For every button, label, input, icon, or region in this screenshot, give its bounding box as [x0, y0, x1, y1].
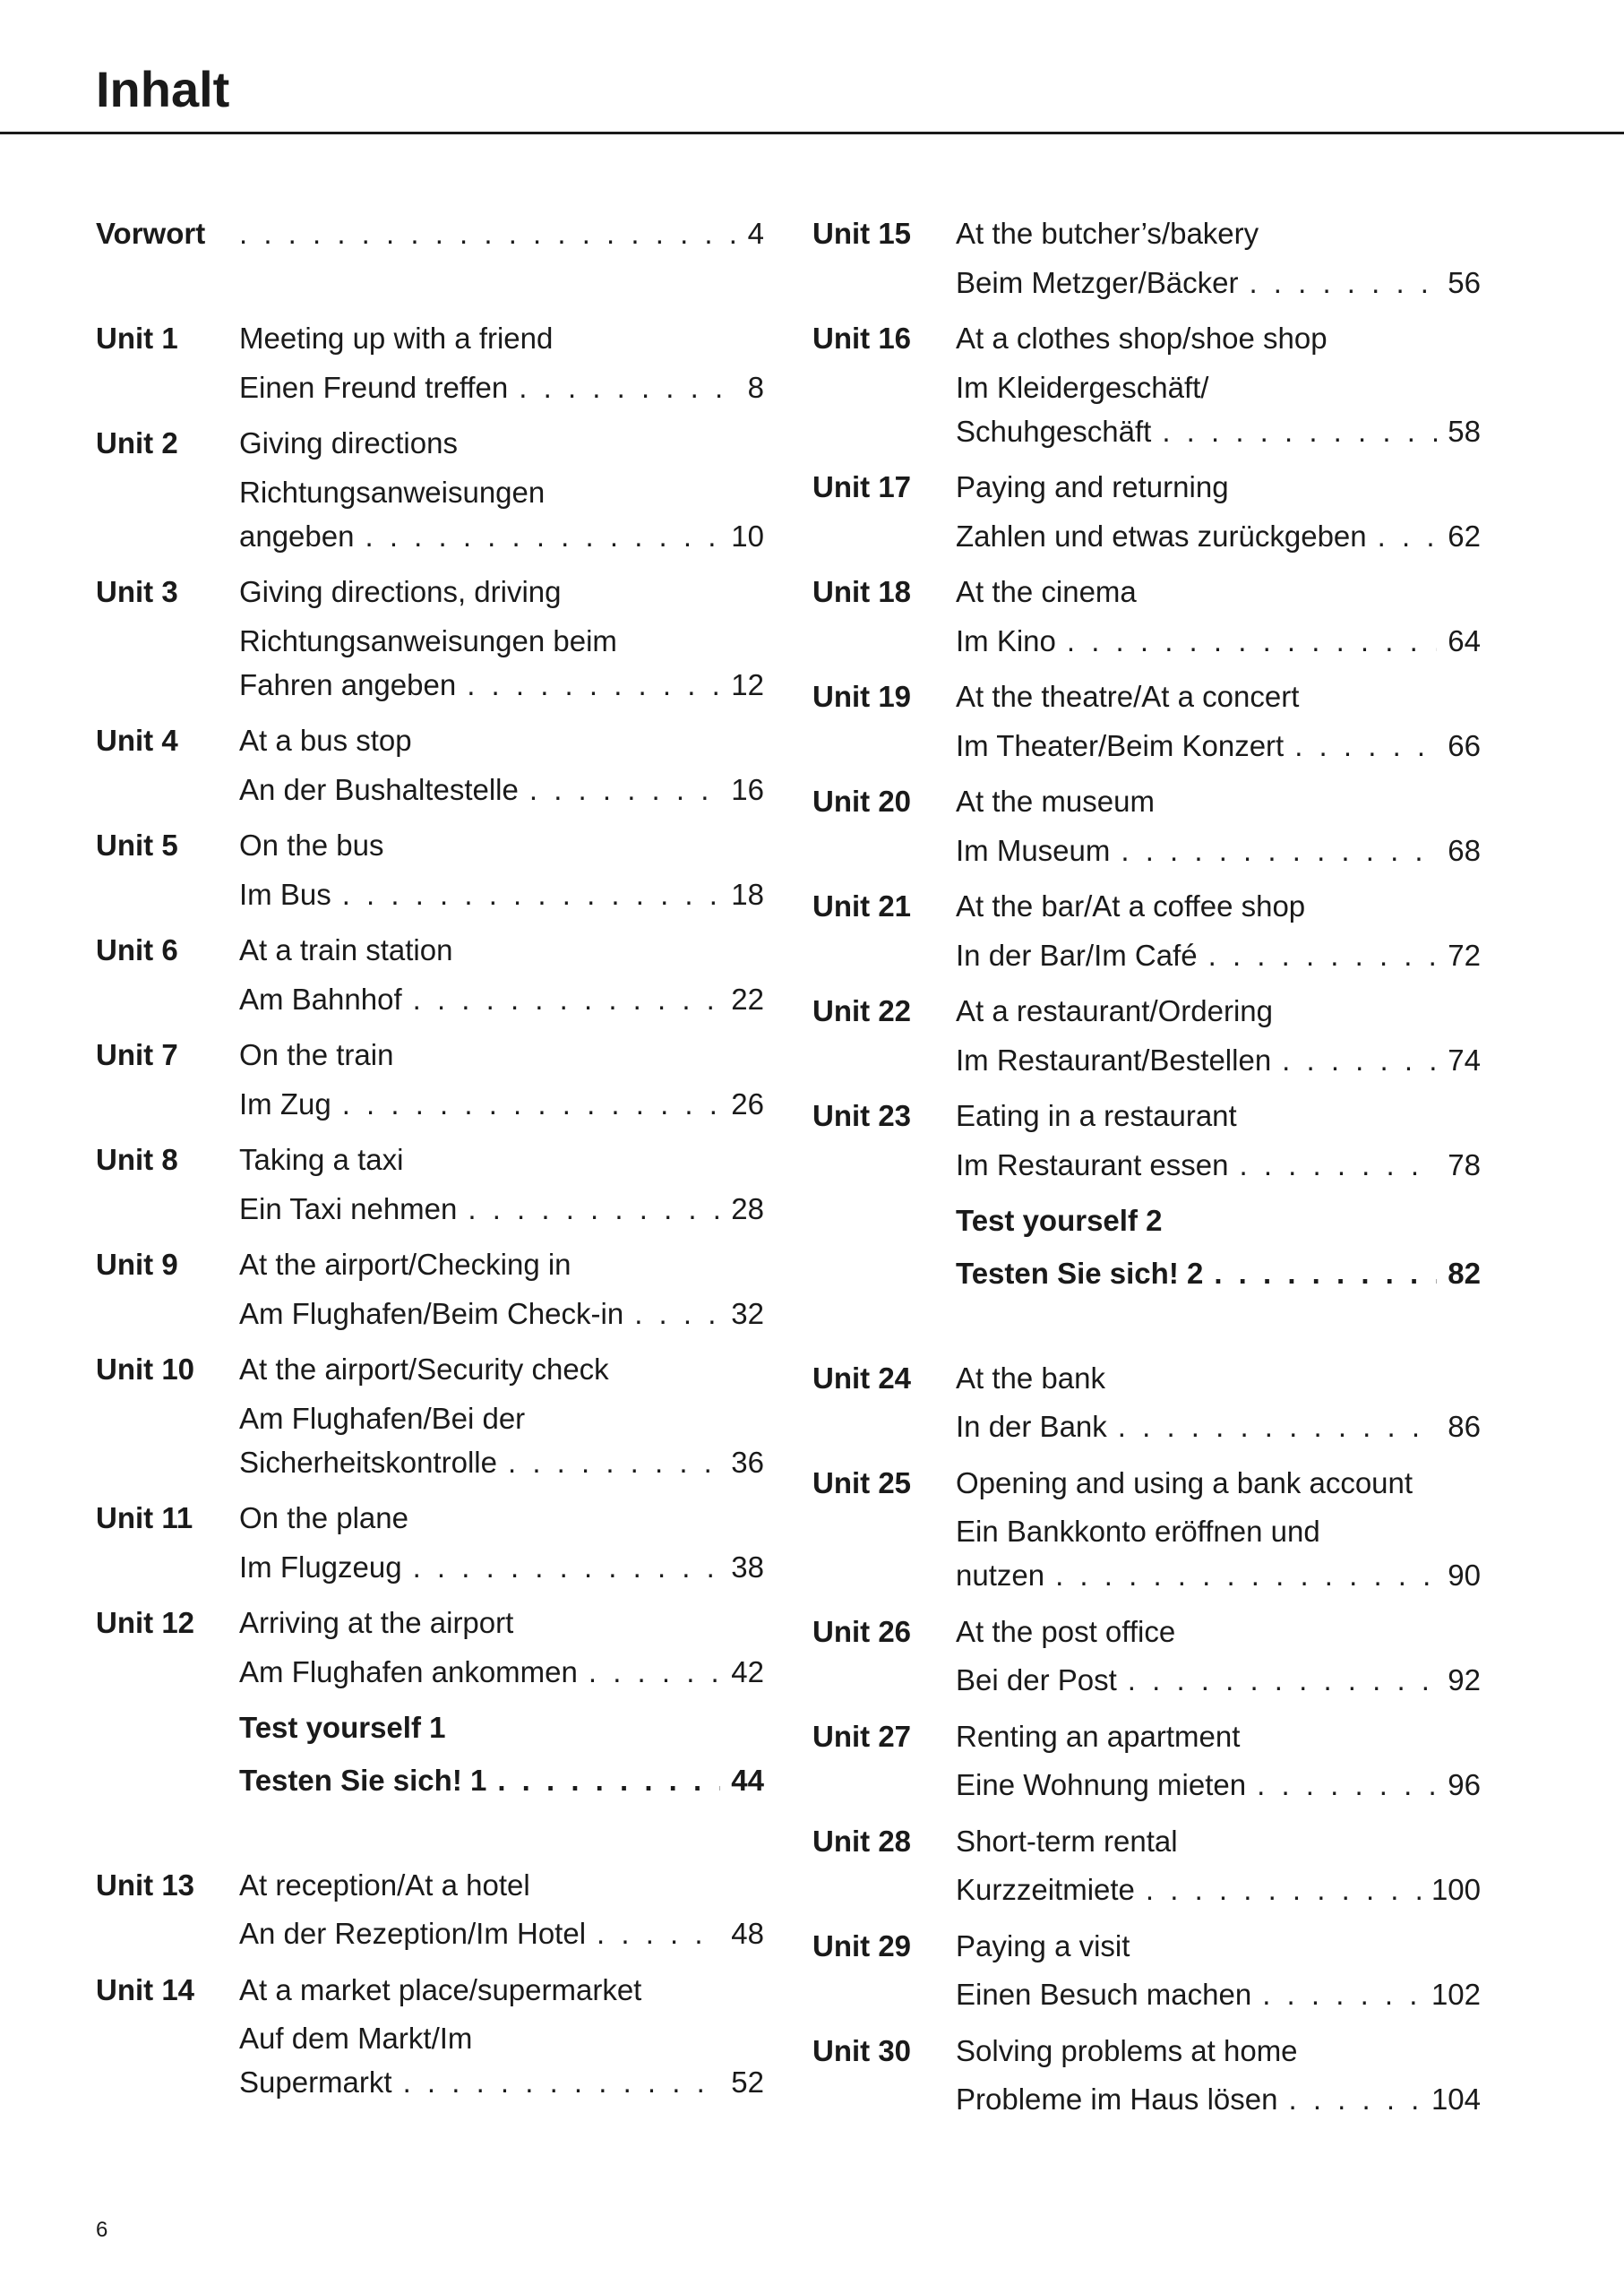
toc-page-row	[956, 409, 1481, 453]
toc-german-title: Schuhgeschäft	[956, 414, 1152, 448]
toc-leader-dots	[342, 1082, 721, 1126]
toc-german-title: An der Bushaltestelle	[239, 772, 519, 806]
toc-english-title: At the bank	[956, 1361, 1105, 1395]
toc-entry-vorwort[interactable]	[96, 208, 764, 261]
toc-leader-dots	[1294, 724, 1437, 768]
toc-entry[interactable]	[812, 880, 1481, 985]
toc-page-number: 38	[731, 1550, 764, 1584]
toc-german-title: Im Theater/Beim Konzert	[956, 728, 1285, 762]
toc-unit-label: Unit 11	[96, 1501, 193, 1534]
toc-german-title: An der Rezeption/Im Hotel	[239, 1917, 587, 1950]
toc-unit-label: Unit 10	[96, 1353, 195, 1386]
toc-entry-body	[956, 2025, 1481, 2130]
toc-unit-label: Unit 20	[812, 785, 912, 818]
toc-english-title: Renting an apartment	[956, 1719, 1241, 1753]
toc-entry[interactable]	[96, 1597, 764, 1702]
toc-english-title: Paying and returning	[956, 470, 1229, 503]
toc-leader-dots	[1121, 829, 1437, 872]
toc-english-title: On the train	[239, 1038, 394, 1071]
toc-entry-body	[956, 1090, 1481, 1195]
toc-page-row	[956, 1404, 1481, 1448]
toc-page-number: 44	[731, 1763, 764, 1797]
toc-entry-body	[239, 1239, 764, 1344]
toc-leader-dots	[634, 1292, 720, 1335]
toc-unit-label: Unit 30	[812, 2033, 912, 2067]
toc-page-row	[239, 1755, 764, 1808]
toc-entry-body	[239, 715, 764, 820]
toc-english-title: At a train station	[239, 933, 453, 966]
toc-german-title: Beim Metzger/Bäcker	[956, 265, 1239, 299]
toc-entry-body	[956, 1816, 1481, 1920]
toc-german-title: Zahlen und etwas zurückgeben	[956, 519, 1367, 553]
toc-german-title: Einen Freund treffen	[239, 370, 509, 404]
toc-column-left	[96, 208, 764, 2113]
toc-german-title: Im Flugzeug	[239, 1550, 402, 1584]
toc-column-right	[812, 208, 1481, 2130]
toc-english-title: At the post office	[956, 1614, 1176, 1648]
toc-entry-test[interactable]	[96, 1702, 764, 1807]
toc-english-title: Giving directions, driving	[239, 575, 562, 608]
toc-german-title: Supermarkt	[239, 2065, 392, 2099]
toc-leader-dots	[497, 1755, 720, 1808]
toc-leader-dots	[1378, 514, 1438, 558]
toc-leader-dots	[342, 872, 721, 916]
toc-leader-dots	[1128, 1658, 1438, 1702]
toc-english-title: At the theatre/At a concert	[956, 680, 1300, 713]
toc-unit-label: Unit 4	[96, 724, 178, 757]
toc-german-title: Im Museum	[956, 833, 1111, 867]
toc-german-title: Testen Sie sich! 2	[956, 1256, 1204, 1290]
toc-entry-body	[239, 1492, 764, 1597]
toc-entry-body	[239, 566, 764, 715]
toc-entry[interactable]	[812, 566, 1481, 671]
toc-leader-dots	[413, 977, 721, 1021]
toc-entry-body	[956, 985, 1481, 1090]
toc-entry[interactable]	[96, 1859, 764, 1964]
toc-page-row	[956, 1658, 1481, 1702]
toc-entry-body	[956, 1606, 1481, 1711]
toc-gap	[812, 1300, 1481, 1353]
toc-english-title: On the plane	[239, 1501, 408, 1534]
toc-entry-body	[956, 461, 1481, 566]
toc-page-row	[956, 1553, 1481, 1597]
toc-english-title: At the bar/At a coffee shop	[956, 889, 1306, 923]
toc-entry[interactable]	[96, 1134, 764, 1239]
toc-unit-label: Unit 13	[96, 1868, 195, 1902]
toc-german-title: angeben	[239, 519, 355, 553]
toc-page-number: 104	[1431, 2083, 1481, 2116]
toc-unit-label: Unit 24	[812, 1361, 912, 1395]
toc-english-title: On the bus	[239, 829, 384, 862]
toc-page-number: 36	[731, 1445, 764, 1479]
toc-german-title: Am Flughafen/Bei der	[239, 1401, 526, 1435]
toc-leader-dots	[1146, 1868, 1421, 1911]
toc-unit-label: Unit 19	[812, 680, 912, 713]
toc-entry[interactable]	[96, 1492, 764, 1597]
toc-german-title: Im Restaurant/Bestellen	[956, 1043, 1272, 1077]
toc-entry[interactable]	[96, 924, 764, 1029]
toc-german-title: Kurzzeitmiete	[956, 1873, 1135, 1906]
toc-leader-dots	[1214, 1248, 1437, 1301]
toc-leader-dots	[589, 1650, 720, 1694]
toc-entry-body	[956, 566, 1481, 671]
toc-page-number: 52	[731, 2065, 764, 2099]
toc-page-row	[956, 2077, 1481, 2121]
toc-entry-test[interactable]	[812, 1195, 1481, 1300]
toc-unit-label: Unit 29	[812, 1928, 912, 1962]
toc-page-number: 32	[731, 1296, 764, 1330]
toc-entry[interactable]	[812, 776, 1481, 880]
toc-german-title: Ein Bankkonto eröffnen und	[956, 1515, 1320, 1548]
toc-unit-label: Unit 5	[96, 829, 178, 862]
toc-english-title: At the airport/Checking in	[239, 1248, 571, 1281]
toc-unit-label: Unit 17	[812, 470, 912, 503]
toc-page-row	[956, 1143, 1481, 1187]
toc-entry-body	[956, 1920, 1481, 2025]
toc-english-title: Paying a visit	[956, 1928, 1130, 1962]
toc-page-row	[239, 768, 764, 812]
toc-leader-dots	[597, 1911, 720, 1955]
toc-vorwort-label: Vorwort	[96, 217, 206, 250]
toc-unit-label: Unit 12	[96, 1606, 195, 1639]
toc-unit-label: Unit 8	[96, 1143, 178, 1176]
toc-page-number: 68	[1448, 833, 1481, 867]
toc-entry[interactable]	[812, 1457, 1481, 1606]
toc-german-title: Richtungsanweisungen	[239, 475, 546, 509]
toc-entry[interactable]	[96, 566, 764, 715]
toc-english-title: At the butcher’s/bakery	[956, 217, 1259, 250]
toc-english-title: Short-term rental	[956, 1824, 1178, 1858]
toc-english-title: At a market place/supermarket	[239, 1972, 642, 2006]
toc-entry[interactable]	[812, 1920, 1481, 2025]
toc-entry[interactable]	[96, 313, 764, 417]
toc-page-number: 48	[731, 1917, 764, 1950]
toc-page-row	[956, 1868, 1481, 1911]
toc-page-number: 86	[1448, 1410, 1481, 1443]
toc-unit-label: Unit 15	[812, 217, 912, 250]
toc-unit-label: Unit 16	[812, 322, 912, 355]
toc-entry-body	[239, 1702, 764, 1807]
toc-page-row	[239, 872, 764, 916]
toc-entry-body	[956, 1711, 1481, 1816]
toc-entry-body	[239, 1134, 764, 1239]
toc-german-title: Testen Sie sich! 1	[239, 1763, 487, 1797]
toc-leader-dots	[403, 2060, 721, 2104]
toc-page-row	[956, 1248, 1481, 1301]
toc-page-row	[239, 514, 764, 558]
toc-unit-label: Unit 26	[812, 1614, 912, 1648]
toc-page-number: 82	[1448, 1256, 1481, 1290]
toc-german-title: Fahren angeben	[239, 667, 457, 701]
toc-english-title: At a bus stop	[239, 724, 412, 757]
toc-entry-body	[239, 1597, 764, 1702]
toc-entry-body	[956, 776, 1481, 880]
toc-page-number: 4	[747, 217, 764, 250]
toc-english-title: Taking a taxi	[239, 1143, 404, 1176]
toc-leader-dots	[1289, 2077, 1421, 2121]
toc-test-title: Test yourself 2	[956, 1204, 1163, 1237]
toc-entry-body	[239, 417, 764, 566]
toc-entry-body	[239, 1964, 764, 2113]
toc-page-number: 78	[1448, 1147, 1481, 1181]
toc-page-row	[956, 514, 1481, 558]
toc-leader-dots	[1282, 1038, 1437, 1082]
toc-german-title: Im Bus	[239, 877, 331, 911]
toc-page-number: 58	[1448, 414, 1481, 448]
toc-page-number: 62	[1448, 519, 1481, 553]
toc-entry[interactable]	[812, 1816, 1481, 1920]
toc-entry-body	[239, 924, 764, 1029]
toc-entry-body	[956, 1195, 1481, 1300]
toc-unit-label: Unit 25	[812, 1465, 912, 1499]
toc-german-title: Ein Taxi nehmen	[239, 1191, 458, 1225]
toc-english-title: Solving problems at home	[956, 2033, 1298, 2067]
toc-english-title: Opening and using a bank account	[956, 1465, 1413, 1499]
toc-page-number: 72	[1448, 938, 1481, 972]
toc-leader-dots	[1067, 619, 1437, 663]
toc-english-title: Arriving at the airport	[239, 1606, 514, 1639]
toc-page-row	[956, 724, 1481, 768]
toc-gap	[96, 261, 764, 313]
toc-german-title: Am Bahnhof	[239, 982, 402, 1016]
toc-english-title: Meeting up with a friend	[239, 322, 554, 355]
toc-page-row	[956, 1972, 1481, 2016]
toc-page-row	[239, 1911, 764, 1955]
toc-page-number: 18	[731, 877, 764, 911]
toc-page-row	[239, 365, 764, 409]
toc-english-title: At the cinema	[956, 575, 1137, 608]
toc-page-row	[956, 261, 1481, 305]
toc-entry[interactable]	[96, 715, 764, 820]
toc-page-number: 12	[731, 667, 764, 701]
toc-leader-dots	[1257, 1763, 1437, 1807]
toc-unit-label: Unit 3	[96, 575, 178, 608]
toc-page-number: 42	[731, 1654, 764, 1688]
toc-entry-body	[239, 313, 764, 417]
toc-german-title: Eine Wohnung mieten	[956, 1768, 1247, 1801]
toc-leader-dots	[529, 768, 720, 812]
toc-page-row	[956, 1763, 1481, 1807]
toc-page-row	[239, 1292, 764, 1335]
toc-page-row	[956, 933, 1481, 977]
toc-entry[interactable]	[96, 417, 764, 566]
toc-german-title: Im Kleidergeschäft/	[956, 370, 1209, 404]
toc-entry[interactable]	[812, 461, 1481, 566]
toc-page-row	[239, 2060, 764, 2104]
toc-unit-label: Unit 18	[812, 575, 912, 608]
toc-german-title: Probleme im Haus lösen	[956, 2083, 1278, 2116]
toc-entry[interactable]	[96, 1029, 764, 1134]
toc-entry-body	[239, 1344, 764, 1492]
toc-leader-dots	[1118, 1404, 1438, 1448]
toc-entry-body	[956, 313, 1481, 461]
toc-leader-dots	[519, 365, 736, 409]
toc-unit-label: Unit 7	[96, 1038, 178, 1071]
toc-english-title: At reception/At a hotel	[239, 1868, 530, 1902]
toc-german-title: In der Bar/Im Café	[956, 938, 1198, 972]
toc-german-title: Auf dem Markt/Im	[239, 2022, 473, 2055]
toc-unit-label: Unit 2	[96, 426, 178, 459]
toc-leader-dots	[1262, 1972, 1421, 2016]
toc-page-number: 92	[1448, 1663, 1481, 1696]
toc-unit-label: Unit 9	[96, 1248, 178, 1281]
toc-unit-label: Unit 14	[96, 1972, 195, 2006]
page-number: 6	[96, 2218, 108, 2242]
toc-page-number: 64	[1448, 623, 1481, 657]
toc-unit-label: Unit 6	[96, 933, 178, 966]
toc-english-title: Giving directions	[239, 426, 458, 459]
toc-page-number: 26	[731, 1086, 764, 1121]
toc-entry[interactable]	[812, 1090, 1481, 1195]
toc-page-row	[956, 1038, 1481, 1082]
toc-page-number: 74	[1448, 1043, 1481, 1077]
toc-leader-dots	[1208, 933, 1438, 977]
toc-leader-dots	[413, 1545, 721, 1589]
toc-page-number: 102	[1431, 1978, 1481, 2011]
toc-entry[interactable]	[96, 1964, 764, 2113]
toc-leader-dots	[365, 514, 720, 558]
toc-entry-body	[956, 208, 1481, 313]
toc-entry-body	[239, 820, 764, 924]
toc-german-title: Im Kino	[956, 623, 1056, 657]
toc-unit-label: Unit 1	[96, 322, 178, 355]
toc-leader-dots	[467, 663, 720, 707]
toc-entry[interactable]	[812, 2025, 1481, 2130]
toc-page-row	[239, 1440, 764, 1484]
toc-entry[interactable]	[96, 820, 764, 924]
toc-page-row	[239, 1650, 764, 1694]
toc-entry[interactable]	[812, 1606, 1481, 1711]
toc-page-row	[239, 1545, 764, 1589]
toc-page-number: 96	[1448, 1768, 1481, 1801]
toc-english-title: At the airport/Security check	[239, 1353, 609, 1386]
toc-german-title: Sicherheitskontrolle	[239, 1445, 497, 1479]
toc-entry[interactable]	[812, 985, 1481, 1090]
toc-leader-dots	[239, 208, 737, 261]
toc-leader-dots	[1249, 261, 1437, 305]
toc-page-number: 90	[1448, 1559, 1481, 1592]
toc-german-title: Im Zug	[239, 1086, 331, 1121]
toc-german-title: nutzen	[956, 1559, 1045, 1592]
toc-page-number: 100	[1431, 1873, 1481, 1906]
toc-unit-label: Unit 22	[812, 994, 912, 1027]
toc-german-title: Einen Besuch machen	[956, 1978, 1252, 2011]
toc-unit-label: Unit 23	[812, 1099, 912, 1132]
toc-leader-dots	[1055, 1553, 1437, 1597]
toc-page-number: 56	[1448, 265, 1481, 299]
toc-english-title: Eating in a restaurant	[956, 1099, 1237, 1132]
page-title: Inhalt	[96, 61, 230, 117]
toc-page-number: 8	[747, 370, 764, 404]
title-divider	[0, 132, 1624, 134]
toc-german-title: Am Flughafen ankommen	[239, 1654, 578, 1688]
toc-page-row	[239, 977, 764, 1021]
toc-leader-dots	[468, 1187, 720, 1231]
toc-german-title: Im Restaurant essen	[956, 1147, 1229, 1181]
toc-entry-body	[956, 1457, 1481, 1606]
toc-entry-body	[239, 1859, 764, 1964]
toc-unit-label: Unit 27	[812, 1719, 912, 1753]
toc-entry-body	[239, 1029, 764, 1134]
toc-entry-body	[956, 671, 1481, 776]
toc-entry[interactable]	[812, 313, 1481, 461]
toc-page-number: 22	[731, 982, 764, 1016]
toc-entry-body	[956, 880, 1481, 985]
toc-test-title: Test yourself 1	[239, 1711, 446, 1744]
toc-english-title: At a clothes shop/shoe shop	[956, 322, 1328, 355]
toc-page-row	[239, 663, 764, 707]
toc-page-row	[956, 619, 1481, 663]
toc-entry[interactable]	[812, 1711, 1481, 1816]
toc-entry[interactable]	[812, 671, 1481, 776]
toc-entry[interactable]	[812, 1353, 1481, 1457]
toc-page-number: 10	[731, 519, 764, 553]
toc-german-title: Richtungsanweisungen beim	[239, 623, 617, 657]
toc-unit-label: Unit 21	[812, 889, 912, 923]
toc-german-title: In der Bank	[956, 1410, 1107, 1443]
toc-german-title: Am Flughafen/Beim Check-in	[239, 1296, 624, 1330]
toc-page-number: 28	[731, 1191, 764, 1225]
toc-page-row	[239, 1187, 764, 1231]
toc-leader-dots	[1162, 409, 1437, 453]
toc-entry-body	[956, 1353, 1481, 1457]
toc-english-title: At a restaurant/Ordering	[956, 994, 1274, 1027]
toc-page-row	[956, 829, 1481, 872]
toc-unit-label: Unit 28	[812, 1824, 912, 1858]
toc-gap	[96, 1807, 764, 1859]
toc-english-title: At the museum	[956, 785, 1155, 818]
toc-entry[interactable]	[96, 1344, 764, 1492]
toc-leader-dots	[1239, 1143, 1437, 1187]
toc-page-number: 16	[731, 772, 764, 806]
toc-german-title: Bei der Post	[956, 1663, 1117, 1696]
toc-leader-dots	[508, 1440, 720, 1484]
toc-entry[interactable]	[812, 208, 1481, 313]
toc-page-number: 66	[1448, 728, 1481, 762]
toc-entry[interactable]	[96, 1239, 764, 1344]
toc-page-row	[239, 1082, 764, 1126]
